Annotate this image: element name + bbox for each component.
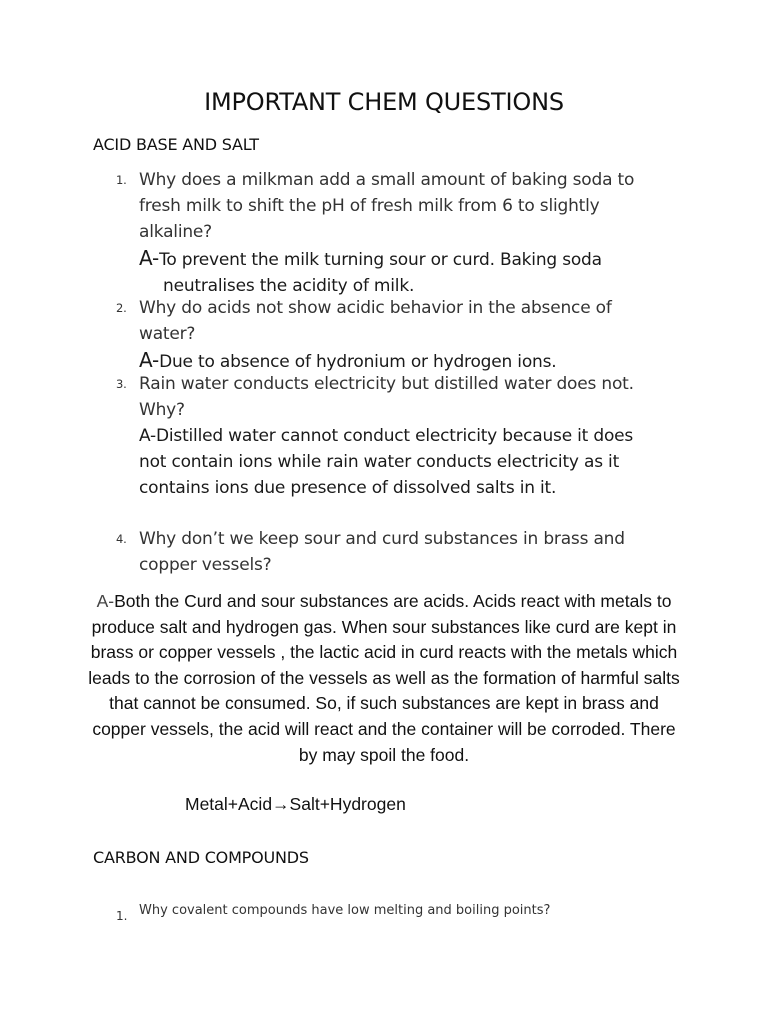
answer-text	[139, 245, 659, 299]
question-text: Why does a milkman add a small amount of baking soda to fresh milk to shift the pH of fresh milk from 6 to slightly alkaline?	[139, 170, 635, 242]
answer-prefix: A-	[139, 348, 160, 372]
question-number: 2.	[116, 301, 127, 315]
question-text: Rain water conducts electricity but distilled water does not. Why?	[139, 374, 634, 420]
question-item	[116, 167, 659, 299]
answer-prefix: A-	[96, 591, 115, 611]
answer-body: Both the Curd and sour substances are acids. Acids react with metals to produce salt and hydrogen gas. When sour substances like curd are kept in brass or copper vessels , the lactic acid in curd reacts with the metals which leads to the corrosion of the vessels as well as the formation of harmful salts that cannot be consumed. So, if such substances are kept in brass and copper vessels, the acid will react and the container will be corroded. There by may spoil the food.	[88, 591, 680, 765]
question-item	[116, 371, 659, 501]
answer-prefix: A-	[139, 426, 156, 446]
question-number: 1.	[116, 173, 127, 187]
answer-body: Due to absence of hydronium or hydrogen ions.	[159, 352, 557, 372]
answer-text	[139, 423, 659, 501]
chemical-equation: Metal+Acid→Salt+Hydrogen	[185, 794, 406, 814]
question-item	[116, 295, 659, 375]
question-item	[116, 526, 659, 578]
page-title: IMPORTANT CHEM QUESTIONS	[204, 88, 564, 116]
answer-body: To prevent the milk turning sour or curd. Baking soda neutralises the acidity of milk.	[159, 250, 602, 296]
section-heading-carbon-compounds: CARBON AND COMPOUNDS	[93, 848, 309, 867]
section-heading-acid-base-salt: ACID BASE AND SALT	[93, 135, 259, 154]
question-item	[116, 903, 551, 923]
answer-body: Distilled water cannot conduct electricity because it does not contain ions while rain water conducts electricity as it contains ions due presence of dissolved salts in it.	[139, 426, 634, 498]
question-number: 1.	[116, 909, 128, 923]
question-text: Why covalent compounds have low melting and boiling points?	[139, 903, 551, 918]
answer-text-centered	[84, 589, 684, 768]
question-text: Why don’t we keep sour and curd substances in brass and copper vessels?	[139, 529, 625, 575]
question-number: 3.	[116, 377, 127, 391]
answer-prefix: A-	[139, 246, 160, 270]
question-text: Why do acids not show acidic behavior in the absence of water?	[139, 298, 612, 344]
question-number: 4.	[116, 532, 127, 546]
